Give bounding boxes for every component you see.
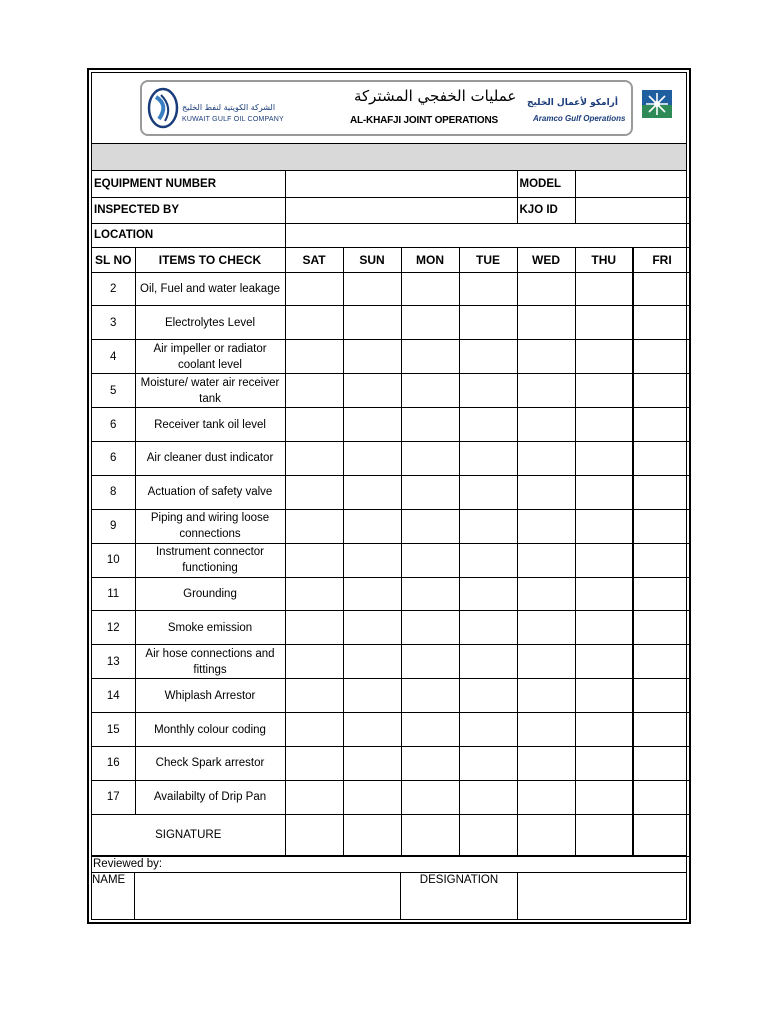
check-item: Moisture/ water air receiver tank — [135, 374, 285, 408]
check-cell-tue[interactable] — [459, 475, 517, 509]
check-cell-sat[interactable] — [285, 577, 343, 611]
check-cell-sun[interactable] — [343, 509, 401, 543]
check-cell-wed[interactable] — [517, 780, 575, 814]
kgoc-logo-icon — [147, 87, 179, 129]
checklist-row — [92, 645, 690, 679]
checklist-row — [92, 780, 690, 814]
check-item: Air cleaner dust indicator — [135, 441, 285, 475]
check-cell-sat[interactable] — [285, 509, 343, 543]
check-cell-fri[interactable] — [633, 340, 690, 374]
check-cell-fri[interactable] — [633, 509, 690, 543]
sl-no: 5 — [92, 374, 135, 408]
signature-cell-sat[interactable] — [285, 814, 343, 856]
check-cell-wed[interactable] — [517, 272, 575, 306]
check-cell-mon[interactable] — [401, 577, 459, 611]
check-cell-wed[interactable] — [517, 543, 575, 577]
check-cell-sat[interactable] — [285, 475, 343, 509]
check-cell-sun[interactable] — [343, 340, 401, 374]
check-cell-sun[interactable] — [343, 543, 401, 577]
signature-cell-wed[interactable] — [517, 814, 575, 856]
check-cell-tue[interactable] — [459, 441, 517, 475]
check-cell-thu[interactable] — [575, 780, 633, 814]
col-header-thu: THU — [575, 247, 633, 272]
check-item: Oil, Fuel and water leakage — [135, 272, 285, 306]
sl-no: 12 — [92, 611, 135, 645]
check-cell-thu[interactable] — [575, 441, 633, 475]
check-cell-thu[interactable] — [575, 679, 633, 713]
sl-no: 17 — [92, 780, 135, 814]
check-cell-tue[interactable] — [459, 543, 517, 577]
check-cell-sat[interactable] — [285, 408, 343, 442]
check-item: Instrument connector functioning — [135, 543, 285, 577]
check-cell-tue[interactable] — [459, 780, 517, 814]
form-inner-border — [91, 72, 687, 920]
check-item: Air hose connections and fittings — [135, 645, 285, 679]
check-cell-mon[interactable] — [401, 408, 459, 442]
check-cell-thu[interactable] — [575, 272, 633, 306]
signature-cell-thu[interactable] — [575, 814, 633, 856]
model-field[interactable] — [575, 171, 690, 197]
check-item: Monthly colour coding — [135, 713, 285, 747]
aramco-block — [527, 90, 677, 130]
checklist-row — [92, 340, 690, 374]
checklist-row — [92, 679, 690, 713]
check-cell-sat[interactable] — [285, 611, 343, 645]
checklist-row — [92, 543, 690, 577]
checklist-header-row — [92, 247, 690, 272]
check-cell-wed[interactable] — [517, 340, 575, 374]
info-row — [92, 171, 690, 197]
equipment-number-field[interactable] — [285, 171, 517, 197]
check-cell-mon[interactable] — [401, 645, 459, 679]
checklist-row — [92, 306, 690, 340]
check-cell-mon[interactable] — [401, 340, 459, 374]
sl-no: 13 — [92, 645, 135, 679]
check-cell-sat[interactable] — [285, 780, 343, 814]
check-item: Electrolytes Level — [135, 306, 285, 340]
check-cell-thu[interactable] — [575, 509, 633, 543]
model-label: MODEL — [517, 171, 575, 197]
reviewed-by-label: Reviewed by: — [92, 855, 686, 873]
check-cell-mon[interactable] — [401, 475, 459, 509]
check-item: Actuation of safety valve — [135, 475, 285, 509]
name-field[interactable] — [135, 872, 401, 919]
inspected-by-label: INSPECTED BY — [92, 197, 285, 223]
checklist-row — [92, 475, 690, 509]
check-cell-sat[interactable] — [285, 441, 343, 475]
check-cell-mon[interactable] — [401, 374, 459, 408]
check-cell-thu[interactable] — [575, 746, 633, 780]
check-cell-sat[interactable] — [285, 340, 343, 374]
sl-no: 9 — [92, 509, 135, 543]
check-cell-fri[interactable] — [633, 441, 690, 475]
check-item: Piping and wiring loose connections — [135, 509, 285, 543]
location-label: LOCATION — [92, 223, 285, 247]
info-row — [92, 223, 690, 247]
check-cell-sun[interactable] — [343, 272, 401, 306]
sl-no: 8 — [92, 475, 135, 509]
kgoc-arabic-name: الشركة الكويتية لنفط الخليج — [182, 103, 276, 112]
check-cell-mon[interactable] — [401, 272, 459, 306]
check-item: Availabilty of Drip Pan — [135, 780, 285, 814]
col-header-items-to-check: ITEMS TO CHECK — [135, 247, 285, 272]
col-header-sun: SUN — [343, 247, 401, 272]
check-cell-wed[interactable] — [517, 509, 575, 543]
check-cell-fri[interactable] — [633, 746, 690, 780]
check-cell-sun[interactable] — [343, 475, 401, 509]
checklist-row — [92, 509, 690, 543]
check-cell-sat[interactable] — [285, 679, 343, 713]
check-item: Whiplash Arrestor — [135, 679, 285, 713]
check-cell-fri[interactable] — [633, 645, 690, 679]
check-cell-wed[interactable] — [517, 441, 575, 475]
check-cell-sat[interactable] — [285, 306, 343, 340]
check-cell-thu[interactable] — [575, 374, 633, 408]
col-header-wed: WED — [517, 247, 575, 272]
check-cell-wed[interactable] — [517, 611, 575, 645]
title-bar — [92, 144, 686, 171]
equipment-number-label: EQUIPMENT NUMBER — [92, 171, 285, 197]
col-header-fri: FRI — [633, 247, 690, 272]
check-cell-tue[interactable] — [459, 713, 517, 747]
kgoc-name: KUWAIT GULF OIL COMPANY — [182, 116, 284, 123]
check-cell-fri[interactable] — [633, 272, 690, 306]
check-item: Air impeller or radiator coolant level — [135, 340, 285, 374]
check-cell-wed[interactable] — [517, 374, 575, 408]
sl-no: 15 — [92, 713, 135, 747]
aramco-logo-icon — [642, 90, 672, 118]
col-header-tue: TUE — [459, 247, 517, 272]
check-item: Check Spark arrestor — [135, 746, 285, 780]
check-cell-mon[interactable] — [401, 780, 459, 814]
check-cell-mon[interactable] — [401, 509, 459, 543]
check-cell-fri[interactable] — [633, 475, 690, 509]
check-item: Receiver tank oil level — [135, 408, 285, 442]
check-cell-thu[interactable] — [575, 340, 633, 374]
check-cell-sat[interactable] — [285, 272, 343, 306]
sl-no: 4 — [92, 340, 135, 374]
kjo-id-label: KJO ID — [517, 197, 575, 223]
col-header-sat: SAT — [285, 247, 343, 272]
check-cell-mon[interactable] — [401, 713, 459, 747]
checklist-row — [92, 374, 690, 408]
check-cell-mon[interactable] — [401, 441, 459, 475]
check-cell-sat[interactable] — [285, 645, 343, 679]
signature-cell-mon[interactable] — [401, 814, 459, 856]
info-row — [92, 197, 690, 223]
check-cell-tue[interactable] — [459, 611, 517, 645]
aramco-name: Aramco Gulf Operations — [533, 114, 626, 123]
kjo-id-field[interactable] — [575, 197, 690, 223]
checklist-row — [92, 746, 690, 780]
sl-no: 3 — [92, 306, 135, 340]
check-cell-tue[interactable] — [459, 645, 517, 679]
kjo-arabic-title: عمليات الخفجي المشتركة — [354, 87, 517, 105]
check-cell-tue[interactable] — [459, 272, 517, 306]
check-cell-wed[interactable] — [517, 408, 575, 442]
check-cell-mon[interactable] — [401, 746, 459, 780]
check-cell-sun[interactable] — [343, 780, 401, 814]
checklist-row — [92, 272, 690, 306]
check-cell-sun[interactable] — [343, 577, 401, 611]
check-cell-wed[interactable] — [517, 645, 575, 679]
aramco-arabic-name: أرامكو لأعمال الخليج — [527, 98, 618, 108]
inspected-by-field[interactable] — [285, 197, 517, 223]
signature-row — [92, 814, 690, 856]
check-cell-sat[interactable] — [285, 746, 343, 780]
check-cell-wed[interactable] — [517, 679, 575, 713]
check-item: Grounding — [135, 577, 285, 611]
check-cell-sun[interactable] — [343, 645, 401, 679]
check-cell-sun[interactable] — [343, 713, 401, 747]
company-banner — [140, 80, 633, 136]
check-cell-mon[interactable] — [401, 679, 459, 713]
check-cell-wed[interactable] — [517, 577, 575, 611]
check-cell-sat[interactable] — [285, 713, 343, 747]
check-cell-mon[interactable] — [401, 306, 459, 340]
check-cell-thu[interactable] — [575, 713, 633, 747]
sl-no: 14 — [92, 679, 135, 713]
sl-no: 11 — [92, 577, 135, 611]
checklist-row — [92, 713, 690, 747]
check-cell-fri[interactable] — [633, 306, 690, 340]
designation-field[interactable] — [518, 872, 686, 919]
check-cell-tue[interactable] — [459, 577, 517, 611]
check-cell-sun[interactable] — [343, 441, 401, 475]
check-cell-tue[interactable] — [459, 340, 517, 374]
kjo-title: AL-KHAFJI JOINT OPERATIONS — [350, 115, 498, 126]
check-cell-fri[interactable] — [633, 780, 690, 814]
checklist-row — [92, 441, 690, 475]
check-cell-sun[interactable] — [343, 611, 401, 645]
check-cell-tue[interactable] — [459, 306, 517, 340]
checklist-row — [92, 611, 690, 645]
check-cell-wed[interactable] — [517, 306, 575, 340]
check-cell-sun[interactable] — [343, 374, 401, 408]
col-header-sl-no: SL NO — [92, 247, 135, 272]
check-cell-thu[interactable] — [575, 577, 633, 611]
sl-no: 10 — [92, 543, 135, 577]
location-field[interactable] — [285, 223, 690, 247]
check-cell-sun[interactable] — [343, 408, 401, 442]
checklist-row — [92, 577, 690, 611]
check-cell-mon[interactable] — [401, 543, 459, 577]
check-cell-fri[interactable] — [633, 577, 690, 611]
check-cell-thu[interactable] — [575, 475, 633, 509]
sl-no: 6 — [92, 408, 135, 442]
form-header — [92, 73, 686, 144]
check-cell-fri[interactable] — [633, 543, 690, 577]
review-footer — [92, 872, 686, 919]
check-cell-fri[interactable] — [633, 679, 690, 713]
check-cell-fri[interactable] — [633, 611, 690, 645]
check-cell-sat[interactable] — [285, 374, 343, 408]
check-cell-wed[interactable] — [517, 713, 575, 747]
check-cell-thu[interactable] — [575, 408, 633, 442]
check-cell-thu[interactable] — [575, 645, 633, 679]
check-cell-sat[interactable] — [285, 543, 343, 577]
check-cell-fri[interactable] — [633, 408, 690, 442]
col-header-mon: MON — [401, 247, 459, 272]
checklist-table — [92, 171, 690, 857]
check-item: Smoke emission — [135, 611, 285, 645]
check-cell-tue[interactable] — [459, 374, 517, 408]
sl-no: 2 — [92, 272, 135, 306]
check-cell-fri[interactable] — [633, 374, 690, 408]
check-cell-thu[interactable] — [575, 306, 633, 340]
check-cell-tue[interactable] — [459, 679, 517, 713]
check-cell-sun[interactable] — [343, 679, 401, 713]
check-cell-tue[interactable] — [459, 746, 517, 780]
check-cell-sun[interactable] — [343, 306, 401, 340]
signature-cell-tue[interactable] — [459, 814, 517, 856]
check-cell-tue[interactable] — [459, 509, 517, 543]
signature-cell-fri[interactable] — [633, 814, 690, 856]
check-cell-mon[interactable] — [401, 611, 459, 645]
signature-label: SIGNATURE — [92, 814, 285, 856]
check-cell-thu[interactable] — [575, 611, 633, 645]
sl-no: 16 — [92, 746, 135, 780]
inspection-form — [87, 68, 691, 924]
signature-cell-sun[interactable] — [343, 814, 401, 856]
check-cell-fri[interactable] — [633, 713, 690, 747]
check-cell-wed[interactable] — [517, 746, 575, 780]
check-cell-tue[interactable] — [459, 408, 517, 442]
sl-no: 6 — [92, 441, 135, 475]
designation-label: DESIGNATION — [401, 872, 518, 919]
check-cell-thu[interactable] — [575, 543, 633, 577]
check-cell-wed[interactable] — [517, 475, 575, 509]
name-label: NAME — [92, 872, 135, 919]
checklist-row — [92, 408, 690, 442]
check-cell-sun[interactable] — [343, 746, 401, 780]
